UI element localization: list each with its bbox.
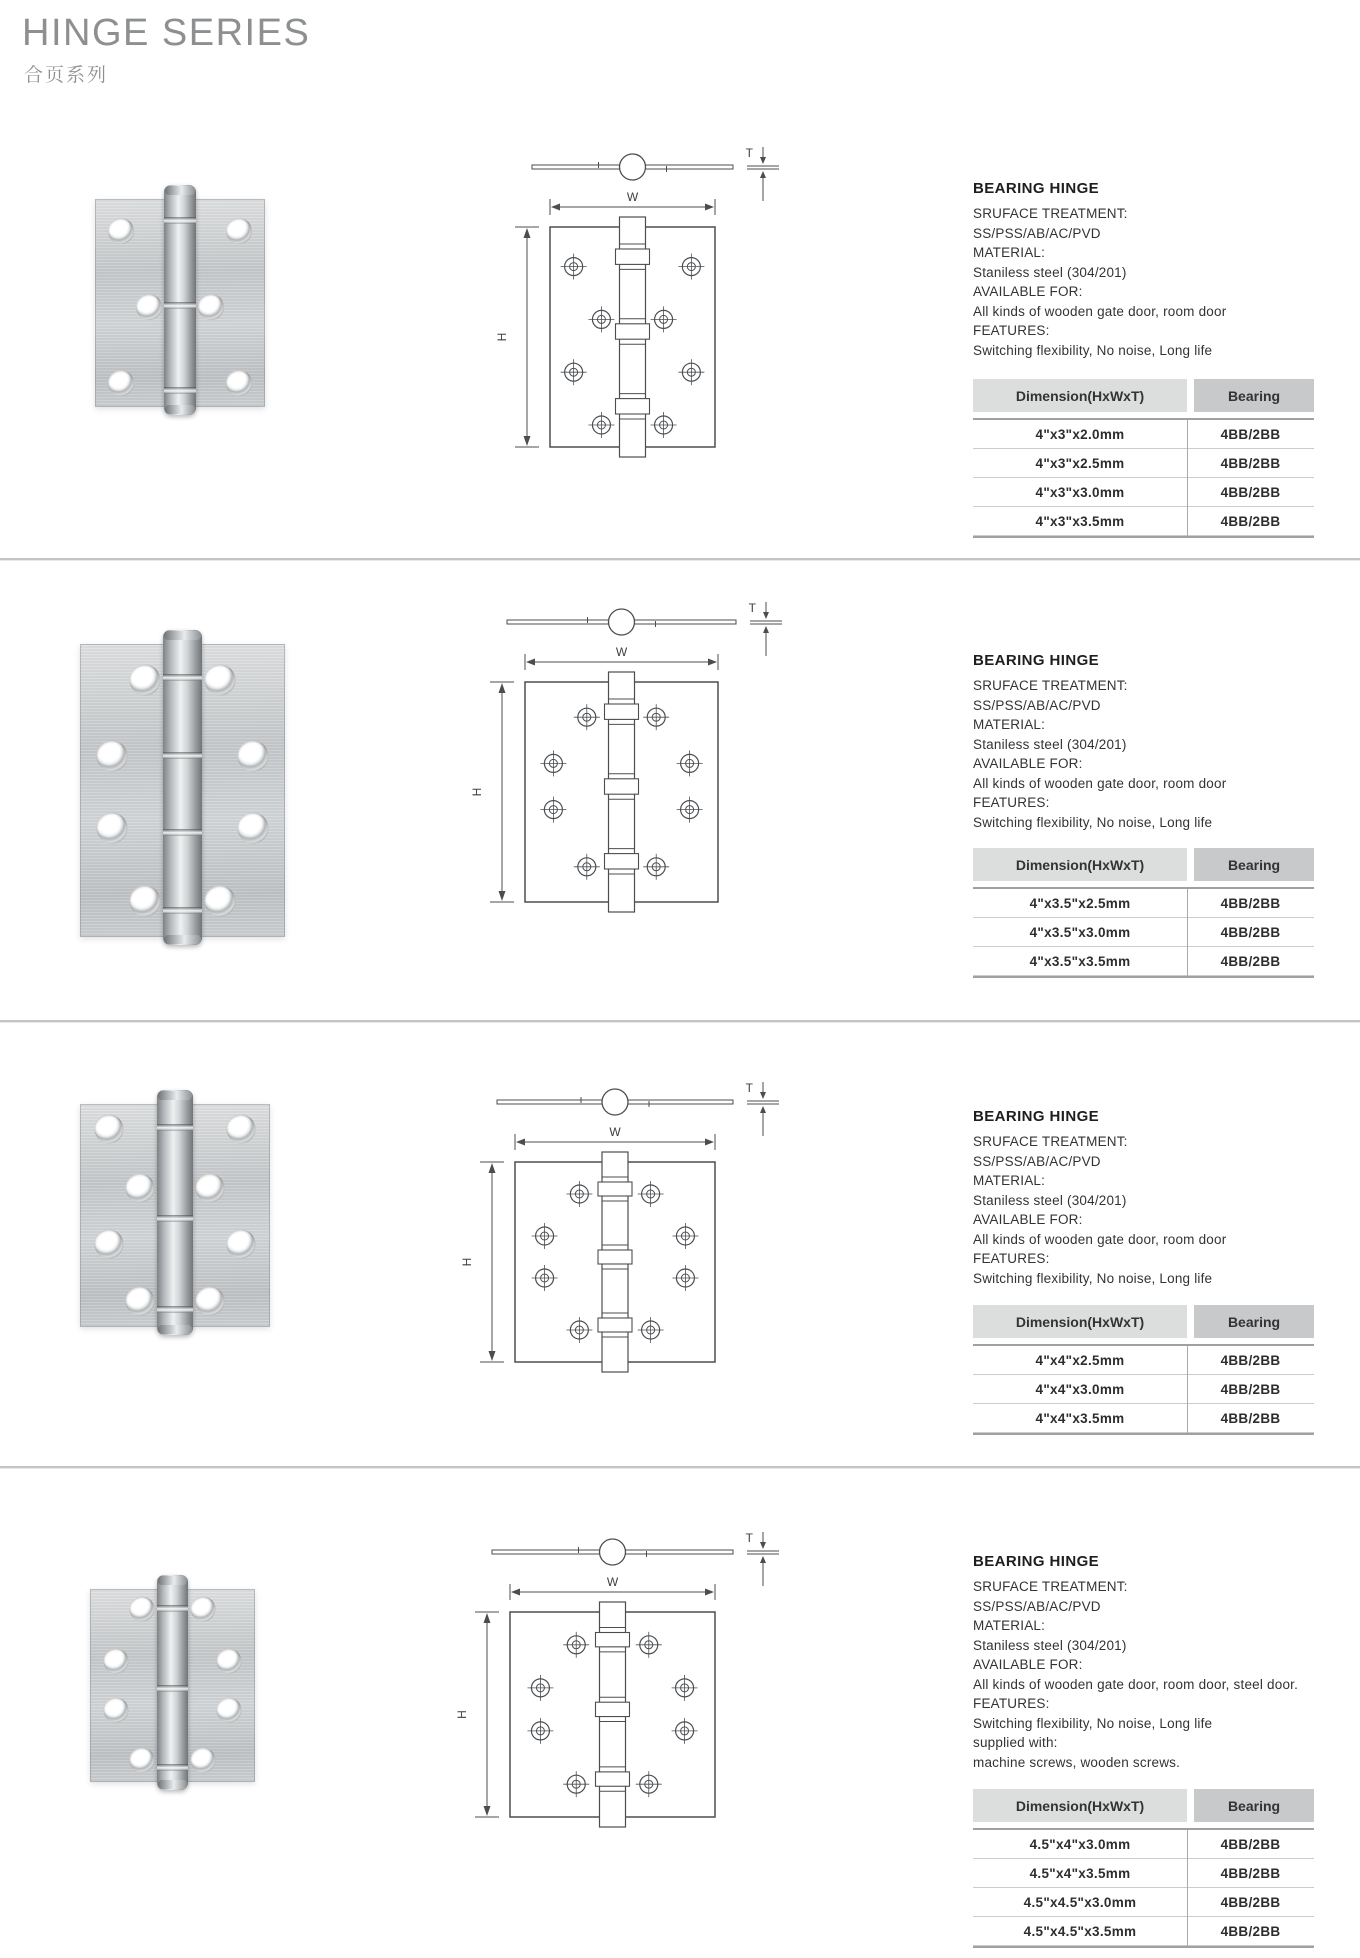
hinge-barrel xyxy=(157,1090,193,1335)
spec-line: MATERIAL: xyxy=(973,245,1046,260)
dimension-label-h: H xyxy=(455,1710,469,1719)
barrel-cap xyxy=(165,186,195,195)
spec-line: AVAILABLE FOR: xyxy=(973,1657,1083,1672)
barrel-cap xyxy=(158,1780,187,1789)
spec-line: SRUFACE TREATMENT: xyxy=(973,678,1128,693)
product-name: BEARING HINGE xyxy=(973,652,1100,669)
screw-hole xyxy=(198,294,224,320)
hinge-top-view xyxy=(507,609,736,635)
barrel-cap xyxy=(165,405,195,414)
column-header-dimension: Dimension(HxWxT) xyxy=(973,1305,1187,1338)
bearing-cell: 4BB/2BB xyxy=(1220,1923,1281,1939)
bearing-ring xyxy=(157,1306,193,1313)
spec-line: FEATURES: xyxy=(973,1696,1050,1711)
spec-line: SS/PSS/AB/AC/PVD xyxy=(973,697,1101,713)
spec-line: FEATURES: xyxy=(973,795,1050,810)
dimension-label-t: T xyxy=(745,1531,753,1545)
table-body xyxy=(973,1828,1314,1948)
bearing-cell: 4BB/2BB xyxy=(1220,484,1281,500)
dimension-cell: 4.5"x4.5"x3.0mm xyxy=(1023,1894,1137,1910)
spec-line: All kinds of wooden gate door, room door, steel door. xyxy=(973,1676,1299,1692)
spec-line: Switching flexibility, No noise, Long life xyxy=(973,342,1213,358)
table-column-divider xyxy=(1187,1830,1188,1946)
page-subtitle: 合页系列 xyxy=(24,65,109,86)
dimension-cell: 4.5"x4"x3.0mm xyxy=(1029,1836,1131,1852)
table-row xyxy=(973,889,1314,918)
spec-line: Switching flexibility, No noise, Long life xyxy=(973,814,1213,830)
spec-line: SS/PSS/AB/AC/PVD xyxy=(973,1598,1101,1614)
bearing-cell: 4BB/2BB xyxy=(1220,953,1281,969)
spec-line: SRUFACE TREATMENT: xyxy=(973,1134,1128,1149)
table-row xyxy=(973,1404,1314,1433)
technical-drawing-svg xyxy=(480,145,793,459)
dimension-label-w: W xyxy=(609,1125,621,1139)
screw-hole xyxy=(96,813,127,844)
dimension-cell: 4"x3.5"x2.5mm xyxy=(1029,895,1131,911)
table-body xyxy=(973,1344,1314,1435)
dimension-cell: 4"x3"x2.0mm xyxy=(1035,426,1125,442)
table-row xyxy=(973,507,1314,536)
hinge-front-view xyxy=(515,1152,715,1372)
hinge-top-view xyxy=(492,1539,733,1565)
bearing-ring xyxy=(157,1764,188,1771)
dimension-cell: 4"x3.5"x3.0mm xyxy=(1029,924,1131,940)
table-header-row xyxy=(973,848,1314,881)
spec-line: AVAILABLE FOR: xyxy=(973,1212,1083,1227)
barrel-cap xyxy=(164,935,201,944)
screw-hole xyxy=(217,1698,242,1723)
hinge-top-view xyxy=(532,154,733,180)
screw-hole xyxy=(129,665,160,696)
bearing-ring xyxy=(163,829,202,836)
dimension-label-t: T xyxy=(745,1081,753,1095)
bearing-ring xyxy=(157,1215,193,1222)
column-header-dimension: Dimension(HxWxT) xyxy=(973,848,1187,881)
dimension-label-h: H xyxy=(460,1257,474,1267)
bearing-cell: 4BB/2BB xyxy=(1220,1381,1281,1397)
spec-table xyxy=(973,379,1314,538)
product-name: BEARING HINGE xyxy=(973,180,1100,197)
bearing-cell: 4BB/2BB xyxy=(1220,924,1281,940)
dimension-cell: 4"x4"x3.0mm xyxy=(1035,1381,1125,1397)
table-header-row xyxy=(973,1305,1314,1338)
screw-hole xyxy=(238,741,269,772)
height-dimension xyxy=(470,682,514,902)
product-specs xyxy=(973,652,1343,832)
barrel-cap xyxy=(158,1091,192,1100)
hinge-photo xyxy=(80,1090,270,1335)
product-name: BEARING HINGE xyxy=(973,1553,1100,1570)
barrel-cap xyxy=(158,1576,187,1585)
barrel-cap xyxy=(158,1325,192,1334)
dimension-cell: 4"x4"x2.5mm xyxy=(1035,1352,1125,1368)
bearing-ring xyxy=(157,1685,188,1692)
spec-line: machine screws, wooden screws. xyxy=(973,1754,1181,1770)
table-column-divider xyxy=(1187,889,1188,976)
screw-hole xyxy=(196,1174,225,1203)
product-section-3 xyxy=(0,1022,1360,1466)
spec-line: Switching flexibility, No noise, Long life xyxy=(973,1270,1213,1286)
table-column-divider xyxy=(1187,1346,1188,1433)
spec-line: MATERIAL: xyxy=(973,1173,1046,1188)
height-dimension xyxy=(460,1162,504,1362)
column-header-dimension: Dimension(HxWxT) xyxy=(973,379,1187,412)
table-row xyxy=(973,1375,1314,1404)
spec-line: Staniless steel (304/201) xyxy=(973,264,1127,280)
dimension-cell: 4"x4"x3.5mm xyxy=(1035,1410,1125,1426)
table-row xyxy=(973,918,1314,947)
screw-hole xyxy=(191,1747,216,1772)
height-dimension xyxy=(455,1612,499,1817)
spec-line: Staniless steel (304/201) xyxy=(973,1192,1127,1208)
screw-hole xyxy=(136,294,162,320)
screw-hole xyxy=(95,1115,124,1144)
hinge-photo xyxy=(95,185,265,415)
screw-hole xyxy=(205,665,236,696)
width-dimension xyxy=(525,645,718,670)
bearing-ring xyxy=(163,907,202,914)
bearing-cell: 4BB/2BB xyxy=(1220,455,1281,471)
hinge-barrel xyxy=(163,630,202,945)
spec-line: AVAILABLE FOR: xyxy=(973,756,1083,771)
spec-table xyxy=(973,1305,1314,1435)
dimension-label-t: T xyxy=(748,601,756,615)
screw-hole xyxy=(129,1597,154,1622)
thickness-dimension xyxy=(746,1081,779,1136)
screw-hole xyxy=(129,1747,154,1772)
bearing-ring xyxy=(157,1124,193,1131)
spec-line: SRUFACE TREATMENT: xyxy=(973,206,1128,221)
bearing-cell: 4BB/2BB xyxy=(1220,1410,1281,1426)
screw-hole xyxy=(103,1698,128,1723)
spec-line: Staniless steel (304/201) xyxy=(973,1637,1127,1653)
thickness-dimension xyxy=(749,601,782,656)
screw-hole xyxy=(125,1174,154,1203)
dimension-label-h: H xyxy=(495,332,509,342)
column-header-bearing: Bearing xyxy=(1194,1305,1314,1338)
bearing-cell: 4BB/2BB xyxy=(1220,426,1281,442)
table-row xyxy=(973,478,1314,507)
product-specs xyxy=(973,180,1343,360)
dimension-label-w: W xyxy=(606,1575,619,1589)
hinge-technical-drawing xyxy=(480,145,793,464)
barrel-cap xyxy=(164,631,201,640)
screw-hole xyxy=(205,885,236,916)
screw-hole xyxy=(96,741,127,772)
dimension-label-t: T xyxy=(745,146,753,160)
bearing-ring xyxy=(157,1605,188,1612)
dimension-cell: 4.5"x4.5"x3.5mm xyxy=(1023,1923,1137,1939)
bearing-ring xyxy=(164,387,196,394)
bearing-cell: 4BB/2BB xyxy=(1220,513,1281,529)
table-header-row xyxy=(973,1789,1314,1822)
column-header-dimension: Dimension(HxWxT) xyxy=(973,1789,1187,1822)
hinge-barrel xyxy=(157,1575,188,1790)
width-dimension xyxy=(550,190,715,215)
screw-hole xyxy=(108,218,134,244)
table-row xyxy=(973,947,1314,976)
spec-line: MATERIAL: xyxy=(973,717,1046,732)
spec-line: Switching flexibility, No noise, Long life xyxy=(973,1715,1213,1731)
table-column-divider xyxy=(1187,420,1188,536)
spec-line: All kinds of wooden gate door, room door xyxy=(973,1231,1227,1247)
table-row xyxy=(973,449,1314,478)
column-header-bearing: Bearing xyxy=(1194,1789,1314,1822)
dimension-label-w: W xyxy=(626,190,639,204)
spec-line: SS/PSS/AB/AC/PVD xyxy=(973,1153,1101,1169)
spec-table xyxy=(973,1789,1314,1948)
dimension-cell: 4"x3"x2.5mm xyxy=(1035,455,1125,471)
width-dimension xyxy=(510,1575,715,1600)
hinge-technical-drawing xyxy=(445,1080,793,1379)
technical-drawing-svg xyxy=(455,600,796,914)
bearing-ring xyxy=(163,674,202,681)
screw-hole xyxy=(103,1649,128,1674)
hinge-photo xyxy=(90,1575,255,1790)
technical-drawing-svg xyxy=(440,1530,793,1829)
bearing-cell: 4BB/2BB xyxy=(1220,1836,1281,1852)
spec-line: FEATURES: xyxy=(973,1251,1050,1266)
screw-hole xyxy=(226,1115,255,1144)
hinge-technical-drawing xyxy=(455,600,796,919)
table-body xyxy=(973,887,1314,978)
spec-line: All kinds of wooden gate door, room door xyxy=(973,303,1227,319)
column-header-bearing: Bearing xyxy=(1194,379,1314,412)
screw-hole xyxy=(217,1649,242,1674)
product-section-4 xyxy=(0,1468,1360,1958)
spec-line: MATERIAL: xyxy=(973,1618,1046,1633)
screw-hole xyxy=(196,1286,225,1315)
table-row xyxy=(973,1888,1314,1917)
height-dimension xyxy=(495,227,539,447)
bearing-ring xyxy=(163,752,202,759)
dimension-cell: 4"x3.5"x3.5mm xyxy=(1029,953,1131,969)
hinge-front-view xyxy=(550,217,715,457)
product-name: BEARING HINGE xyxy=(973,1108,1100,1125)
column-header-bearing: Bearing xyxy=(1194,848,1314,881)
product-section-1 xyxy=(0,140,1360,558)
table-row xyxy=(973,1917,1314,1946)
dimension-label-w: W xyxy=(615,645,628,659)
page-title: HINGE SERIES xyxy=(22,12,311,54)
screw-hole xyxy=(95,1230,124,1259)
spec-line: SRUFACE TREATMENT: xyxy=(973,1579,1128,1594)
spec-line: All kinds of wooden gate door, room door xyxy=(973,775,1227,791)
screw-hole xyxy=(125,1286,154,1315)
spec-line: SS/PSS/AB/AC/PVD xyxy=(973,225,1101,241)
screw-hole xyxy=(129,885,160,916)
screw-hole xyxy=(238,813,269,844)
technical-drawing-svg xyxy=(445,1080,793,1374)
product-specs xyxy=(973,1108,1343,1288)
spec-line: Staniless steel (304/201) xyxy=(973,736,1127,752)
hinge-technical-drawing xyxy=(440,1530,793,1834)
hinge-front-view xyxy=(510,1602,715,1827)
spec-table xyxy=(973,848,1314,978)
table-header-row xyxy=(973,379,1314,412)
bearing-cell: 4BB/2BB xyxy=(1220,1894,1281,1910)
spec-line: FEATURES: xyxy=(973,323,1050,338)
spec-line: supplied with: xyxy=(973,1735,1058,1750)
table-row xyxy=(973,1859,1314,1888)
bearing-ring xyxy=(164,217,196,224)
dimension-cell: 4.5"x4"x3.5mm xyxy=(1029,1865,1131,1881)
table-row xyxy=(973,420,1314,449)
table-row xyxy=(973,1830,1314,1859)
width-dimension xyxy=(515,1125,715,1150)
dimension-cell: 4"x3"x3.0mm xyxy=(1035,484,1125,500)
product-specs xyxy=(973,1553,1343,1772)
dimension-cell: 4"x3"x3.5mm xyxy=(1035,513,1125,529)
hinge-barrel xyxy=(164,185,196,415)
dimension-label-h: H xyxy=(470,787,484,797)
screw-hole xyxy=(108,370,134,396)
product-section-2 xyxy=(0,560,1360,1020)
bearing-cell: 4BB/2BB xyxy=(1220,1865,1281,1881)
screw-hole xyxy=(226,1230,255,1259)
screw-hole xyxy=(191,1597,216,1622)
spec-line: AVAILABLE FOR: xyxy=(973,284,1083,299)
bearing-ring xyxy=(164,302,196,309)
thickness-dimension xyxy=(746,1531,779,1586)
bearing-cell: 4BB/2BB xyxy=(1220,1352,1281,1368)
hinge-front-view xyxy=(525,672,718,912)
screw-hole xyxy=(226,218,252,244)
hinge-photo xyxy=(80,630,285,945)
screw-hole xyxy=(226,370,252,396)
hinge-top-view xyxy=(497,1089,733,1115)
table-row xyxy=(973,1346,1314,1375)
thickness-dimension xyxy=(746,146,779,201)
bearing-cell: 4BB/2BB xyxy=(1220,895,1281,911)
table-body xyxy=(973,418,1314,538)
